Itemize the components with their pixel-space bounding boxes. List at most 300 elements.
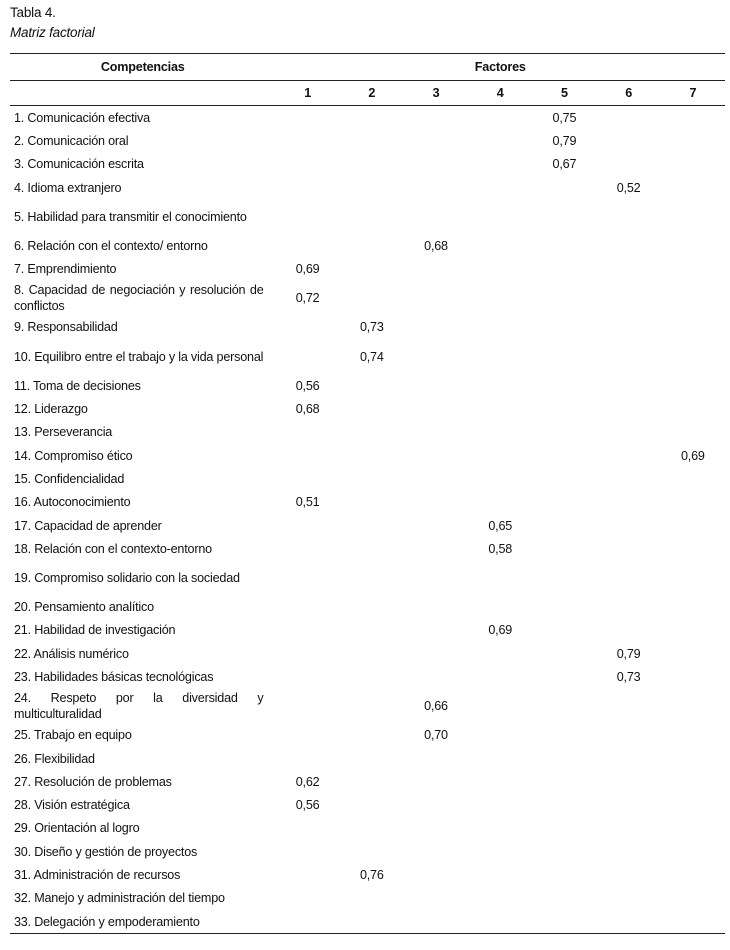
factor-loading-cell [661, 153, 725, 176]
factor-loading-cell [404, 281, 468, 316]
factor-loading-cell [532, 619, 596, 642]
factor-loading-cell [661, 316, 725, 339]
factor-loading-cell [276, 665, 340, 688]
competencia-name: 30. Diseño y gestión de proyectos [14, 844, 198, 859]
table-title: Matriz factorial [10, 25, 95, 40]
factores-header: Factores [276, 54, 726, 81]
factor-loading-cell [404, 817, 468, 840]
factor-loading-cell [276, 619, 340, 642]
table-row [10, 444, 725, 467]
factor-loading-cell: 0,69 [681, 448, 705, 463]
factor-loading-cell [276, 199, 340, 234]
factor-loading-cell [532, 747, 596, 770]
table-row [10, 642, 725, 665]
factor-loading-cell [404, 595, 468, 618]
factor-loading-cell [532, 374, 596, 397]
factor-loading-cell [404, 339, 468, 374]
factor-loading-cell [340, 106, 404, 130]
factor-loading-cell [661, 770, 725, 793]
factor-loading-cell [340, 467, 404, 490]
factor-loading-cell: 0,65 [488, 518, 513, 533]
factor-loading-cell [340, 444, 404, 467]
factor-loading-cell [276, 887, 340, 910]
factor-loading-cell: 0,79 [552, 133, 577, 148]
table-row [10, 665, 725, 688]
factor-loading-cell [532, 817, 596, 840]
factor-loading-cell [276, 176, 340, 199]
competencia-name: 9. Responsabilidad [14, 320, 118, 335]
factor-loading-cell: 0,75 [552, 110, 577, 125]
factor-loading-cell [468, 374, 532, 397]
factor-loading-cell [468, 106, 532, 130]
factor-loading-cell [468, 234, 532, 257]
factor-loading-cell: 0,68 [424, 238, 448, 253]
factor-loading-cell [597, 153, 661, 176]
factor-loading-cell [532, 421, 596, 444]
factor-loading-cell [597, 817, 661, 840]
factor-loading-cell [404, 794, 468, 817]
factor-loading-cell [404, 537, 468, 560]
factor-loading-cell [661, 106, 725, 130]
factor-loading-cell [597, 560, 661, 595]
factor-loading-cell [340, 537, 404, 560]
factor-loading-cell [532, 560, 596, 595]
competencia-name: 18. Relación con el contexto-entorno [14, 541, 212, 556]
competencia-name: 10. Equilibro entre el trabajo y la vida personal [14, 349, 264, 364]
competencia-name: 28. Visión estratégica [14, 798, 130, 813]
factor-loading-cell [404, 467, 468, 490]
factor-loading-cell [597, 770, 661, 793]
factor-loading-cell [468, 595, 532, 618]
factor-loading-cell [276, 129, 340, 152]
factor-number-header: 2 [340, 81, 404, 106]
factor-loading-cell: 0,62 [295, 774, 320, 789]
factor-loading-cell [340, 491, 404, 514]
factor-loading-cell [532, 724, 596, 747]
factor-loading-cell [404, 153, 468, 176]
competencia-name: 7. Emprendimiento [14, 262, 117, 277]
factor-loading-cell: 0,76 [359, 868, 384, 883]
factor-loading-cell [661, 887, 725, 910]
factor-loading-cell [661, 234, 725, 257]
factor-loading-cell [597, 234, 661, 257]
factor-loading-cell [597, 374, 661, 397]
competencia-name: 2. Comunicación oral [14, 133, 129, 148]
table-row [10, 153, 725, 176]
factor-loading-cell: 0,56 [295, 378, 320, 393]
factor-loading-cell [532, 491, 596, 514]
table-row [10, 374, 725, 397]
competencia-name: 17. Capacidad de aprender [14, 518, 162, 533]
factor-loading-cell [468, 724, 532, 747]
factor-loading-cell [340, 257, 404, 280]
factor-loading-cell [661, 537, 725, 560]
factor-loading-cell [468, 444, 532, 467]
factor-loading-cell [661, 129, 725, 152]
factor-loading-cell: 0,79 [616, 646, 641, 661]
factor-loading-cell [276, 153, 340, 176]
table-row [10, 619, 725, 642]
factor-loading-cell [661, 514, 725, 537]
competencia-name: 20. Pensamiento analítico [14, 600, 154, 615]
factor-loading-cell: 0,66 [424, 699, 448, 714]
factor-loading-cell [340, 595, 404, 618]
factor-loading-cell [340, 724, 404, 747]
table-row [10, 770, 725, 793]
competencia-name: 1. Comunicación efectiva [14, 110, 150, 125]
table-row [10, 514, 725, 537]
factor-loading-cell [468, 887, 532, 910]
table-row [10, 910, 725, 934]
competencia-name: 12. Liderazgo [14, 402, 88, 417]
factor-loading-cell [340, 747, 404, 770]
factor-loading-cell [340, 281, 404, 316]
competencia-name: 4. Idioma extranjero [14, 180, 122, 195]
factor-loading-cell [340, 199, 404, 234]
factor-loading-cell [276, 642, 340, 665]
factor-loading-cell: 0,72 [295, 291, 320, 306]
factor-loading-cell [468, 491, 532, 514]
table-row [10, 747, 725, 770]
competencia-name: 3. Comunicación escrita [14, 157, 144, 172]
factor-loading-cell [276, 234, 340, 257]
factor-loading-cell [532, 257, 596, 280]
factor-loading-cell [404, 560, 468, 595]
factor-loading-cell [532, 281, 596, 316]
factor-loading-cell [276, 560, 340, 595]
factor-loading-cell [661, 840, 725, 863]
competencia-name: 19. Compromiso solidario con la sociedad [14, 570, 240, 585]
factor-loading-cell [597, 106, 661, 130]
factor-loading-cell [276, 863, 340, 886]
factor-loading-cell [404, 374, 468, 397]
factor-loading-cell [532, 514, 596, 537]
factor-loading-cell [404, 257, 468, 280]
factor-loading-cell [661, 619, 725, 642]
factor-loading-cell: 0,52 [616, 180, 641, 195]
factor-loading-cell [468, 397, 532, 420]
factor-loading-cell [276, 514, 340, 537]
factor-loading-cell: 0,74 [359, 349, 384, 364]
factor-loading-cell [468, 840, 532, 863]
factor-loading-cell [532, 537, 596, 560]
factor-loading-cell: 0,70 [424, 728, 448, 743]
factor-loading-cell [468, 794, 532, 817]
factor-loading-cell [597, 910, 661, 934]
factor-loading-cell [661, 595, 725, 618]
factor-loading-cell [340, 514, 404, 537]
factor-loading-cell [597, 887, 661, 910]
table-row [10, 234, 725, 257]
factor-loading-cell: 0,69 [488, 623, 513, 638]
table-row [10, 257, 725, 280]
factor-loading-cell [661, 397, 725, 420]
factor-loading-cell [597, 514, 661, 537]
factor-loading-cell [597, 840, 661, 863]
table-row [10, 595, 725, 618]
factor-loading-cell [340, 176, 404, 199]
competencia-name: 6. Relación con el contexto/ entorno [14, 238, 208, 253]
factor-loading-cell [340, 770, 404, 793]
factor-loading-cell [532, 642, 596, 665]
competencia-name: 26. Flexibilidad [14, 751, 95, 766]
factor-number-header: 6 [597, 81, 661, 106]
competencia-name: 13. Perseverancia [14, 425, 113, 440]
factor-loading-cell [468, 339, 532, 374]
factor-loading-cell [532, 840, 596, 863]
factor-loading-cell [661, 374, 725, 397]
table-row [10, 560, 725, 595]
factor-loading-cell [597, 316, 661, 339]
factor-loading-cell [276, 106, 340, 130]
factor-loading-cell [404, 910, 468, 934]
factor-loading-cell [661, 257, 725, 280]
competencia-name: 24. Respeto por la diversidad y multiculturalidad [14, 691, 264, 722]
factor-loading-cell [597, 339, 661, 374]
factor-loading-cell [340, 234, 404, 257]
factor-loading-cell [468, 770, 532, 793]
factor-loading-cell [340, 794, 404, 817]
factor-number-header: 5 [532, 81, 596, 106]
factor-loading-cell [340, 374, 404, 397]
factor-loading-cell [532, 316, 596, 339]
factor-loading-cell [276, 817, 340, 840]
factor-loading-cell [468, 642, 532, 665]
factor-loading-cell [532, 234, 596, 257]
factor-loading-cell [468, 281, 532, 316]
factor-number-row [10, 81, 725, 106]
factor-loading-cell [597, 257, 661, 280]
competencia-name: 21. Habilidad de investigación [14, 623, 176, 638]
competencia-name: 31. Administración de recursos [14, 868, 181, 883]
table-row [10, 863, 725, 886]
factor-loading-cell [404, 421, 468, 444]
factor-loading-cell [597, 444, 661, 467]
factor-loading-cell: 0,73 [359, 320, 384, 335]
factor-loading-cell [597, 421, 661, 444]
factor-loading-cell [468, 910, 532, 934]
factor-loading-cell [532, 863, 596, 886]
factor-loading-cell: 0,68 [295, 402, 320, 417]
factor-matrix-table [10, 53, 725, 934]
factor-loading-cell [597, 129, 661, 152]
factor-loading-cell [532, 770, 596, 793]
factor-number-header: 7 [661, 81, 725, 106]
factor-loading-cell [340, 129, 404, 152]
table-row [10, 794, 725, 817]
factor-loading-cell [276, 840, 340, 863]
factor-loading-cell [597, 467, 661, 490]
factor-loading-cell [276, 747, 340, 770]
competencia-name: 5. Habilidad para transmitir el conocimiento [14, 209, 247, 224]
factor-loading-cell [468, 817, 532, 840]
table-row [10, 840, 725, 863]
table-row [10, 339, 725, 374]
table-row [10, 491, 725, 514]
factor-loading-cell [404, 665, 468, 688]
factor-loading-cell [404, 619, 468, 642]
factor-loading-cell [661, 817, 725, 840]
factor-loading-cell [404, 129, 468, 152]
factor-loading-cell [597, 199, 661, 234]
factor-loading-cell: 0,73 [616, 669, 641, 684]
factor-loading-cell [340, 910, 404, 934]
factor-loading-cell [532, 595, 596, 618]
factor-loading-cell [597, 724, 661, 747]
competencia-name: 25. Trabajo en equipo [14, 728, 132, 743]
factor-loading-cell [532, 794, 596, 817]
factor-loading-cell [404, 887, 468, 910]
factor-loading-cell [532, 665, 596, 688]
competencia-name: 15. Confidencialidad [14, 471, 125, 486]
factor-loading-cell [661, 794, 725, 817]
factor-loading-cell: 0,67 [552, 157, 577, 172]
factor-loading-cell [597, 747, 661, 770]
factor-loading-cell [468, 316, 532, 339]
factor-loading-cell [532, 444, 596, 467]
factor-loading-cell [661, 491, 725, 514]
factor-loading-cell [276, 724, 340, 747]
factor-loading-cell [597, 794, 661, 817]
factor-loading-cell [404, 642, 468, 665]
factor-loading-cell [340, 817, 404, 840]
factor-loading-cell: 0,69 [295, 262, 320, 277]
competencia-name: 14. Compromiso ético [14, 448, 133, 463]
factor-loading-cell [597, 619, 661, 642]
factor-loading-cell [276, 316, 340, 339]
factor-loading-cell [468, 421, 532, 444]
factor-loading-cell [340, 560, 404, 595]
factor-loading-cell [532, 689, 596, 724]
factor-loading-cell [468, 560, 532, 595]
factor-loading-cell [532, 176, 596, 199]
factor-loading-cell [404, 397, 468, 420]
table-row [10, 421, 725, 444]
factor-loading-cell [276, 421, 340, 444]
competencia-name: 33. Delegación y empoderamiento [10, 910, 276, 934]
table-label: Tabla 4. [10, 5, 56, 20]
table-row [10, 724, 725, 747]
factor-loading-cell [340, 840, 404, 863]
table-row [10, 689, 725, 724]
factor-loading-cell [532, 887, 596, 910]
factor-loading-cell [276, 689, 340, 724]
factor-loading-cell [661, 863, 725, 886]
factor-loading-cell [661, 689, 725, 724]
factor-loading-cell [661, 176, 725, 199]
factor-loading-cell [340, 153, 404, 176]
factor-loading-cell [661, 665, 725, 688]
factor-loading-cell [661, 747, 725, 770]
factor-loading-cell [340, 397, 404, 420]
factor-loading-cell [468, 257, 532, 280]
factor-loading-cell [404, 491, 468, 514]
factor-loading-cell [276, 467, 340, 490]
competencia-name: 29. Orientación al logro [14, 821, 140, 836]
header-row [10, 54, 725, 81]
table-row [10, 397, 725, 420]
table-row [10, 537, 725, 560]
table-row [10, 199, 725, 234]
competencias-header: Competencias [10, 54, 276, 81]
factor-loading-cell [468, 689, 532, 724]
factor-loading-cell [468, 129, 532, 152]
factor-loading-cell [597, 595, 661, 618]
factor-loading-cell [532, 397, 596, 420]
competencia-name: 27. Resolución de problemas [14, 774, 172, 789]
competencia-name: 11. Toma de decisiones [14, 378, 141, 393]
table-body [10, 106, 725, 934]
factor-number-header: 3 [404, 81, 468, 106]
table-row [10, 176, 725, 199]
factor-loading-cell [404, 199, 468, 234]
factor-loading-cell [276, 537, 340, 560]
factor-loading-cell: 0,58 [488, 541, 513, 556]
factor-loading-cell: 0,51 [295, 495, 320, 510]
factor-loading-cell [404, 840, 468, 863]
competencia-name: 16. Autoconocimiento [14, 495, 131, 510]
factor-loading-cell [597, 689, 661, 724]
factor-loading-cell [468, 665, 532, 688]
factor-loading-cell [532, 339, 596, 374]
factor-loading-cell [661, 339, 725, 374]
factor-loading-cell [597, 281, 661, 316]
table-row [10, 281, 725, 316]
factor-loading-cell [404, 747, 468, 770]
competencia-name: 32. Manejo y administración del tiempo [14, 891, 225, 906]
competencia-name: 23. Habilidades básicas tecnológicas [14, 669, 214, 684]
factor-loading-cell [532, 199, 596, 234]
factor-loading-cell [597, 863, 661, 886]
factor-loading-cell [340, 887, 404, 910]
factor-loading-cell [340, 421, 404, 444]
competencia-name: 8. Capacidad de negociación y resolución de conflictos [14, 283, 264, 314]
factor-loading-cell [468, 176, 532, 199]
factor-loading-cell [404, 176, 468, 199]
factor-loading-cell [661, 724, 725, 747]
factor-loading-cell [468, 467, 532, 490]
factor-loading-cell [276, 595, 340, 618]
factor-loading-cell [597, 397, 661, 420]
factor-loading-cell [340, 619, 404, 642]
factor-loading-cell [276, 444, 340, 467]
factor-loading-cell [468, 747, 532, 770]
factor-loading-cell [661, 421, 725, 444]
factor-loading-cell [597, 537, 661, 560]
factor-loading-cell [404, 106, 468, 130]
factor-loading-cell: 0,56 [295, 798, 320, 813]
factor-loading-cell [468, 863, 532, 886]
factor-loading-cell [532, 467, 596, 490]
factor-loading-cell [276, 339, 340, 374]
table-row [10, 467, 725, 490]
factor-loading-cell [661, 642, 725, 665]
table-row [10, 129, 725, 152]
table-row [10, 316, 725, 339]
factor-loading-cell [404, 514, 468, 537]
factor-loading-cell [661, 281, 725, 316]
factor-number-header: 4 [468, 81, 532, 106]
factor-loading-cell [661, 910, 725, 934]
factor-loading-cell [661, 199, 725, 234]
factor-loading-cell [340, 665, 404, 688]
empty-header-cell [10, 81, 276, 106]
factor-loading-cell [276, 910, 340, 934]
factor-loading-cell [340, 642, 404, 665]
factor-loading-cell [468, 153, 532, 176]
factor-loading-cell [661, 467, 725, 490]
factor-loading-cell [404, 863, 468, 886]
